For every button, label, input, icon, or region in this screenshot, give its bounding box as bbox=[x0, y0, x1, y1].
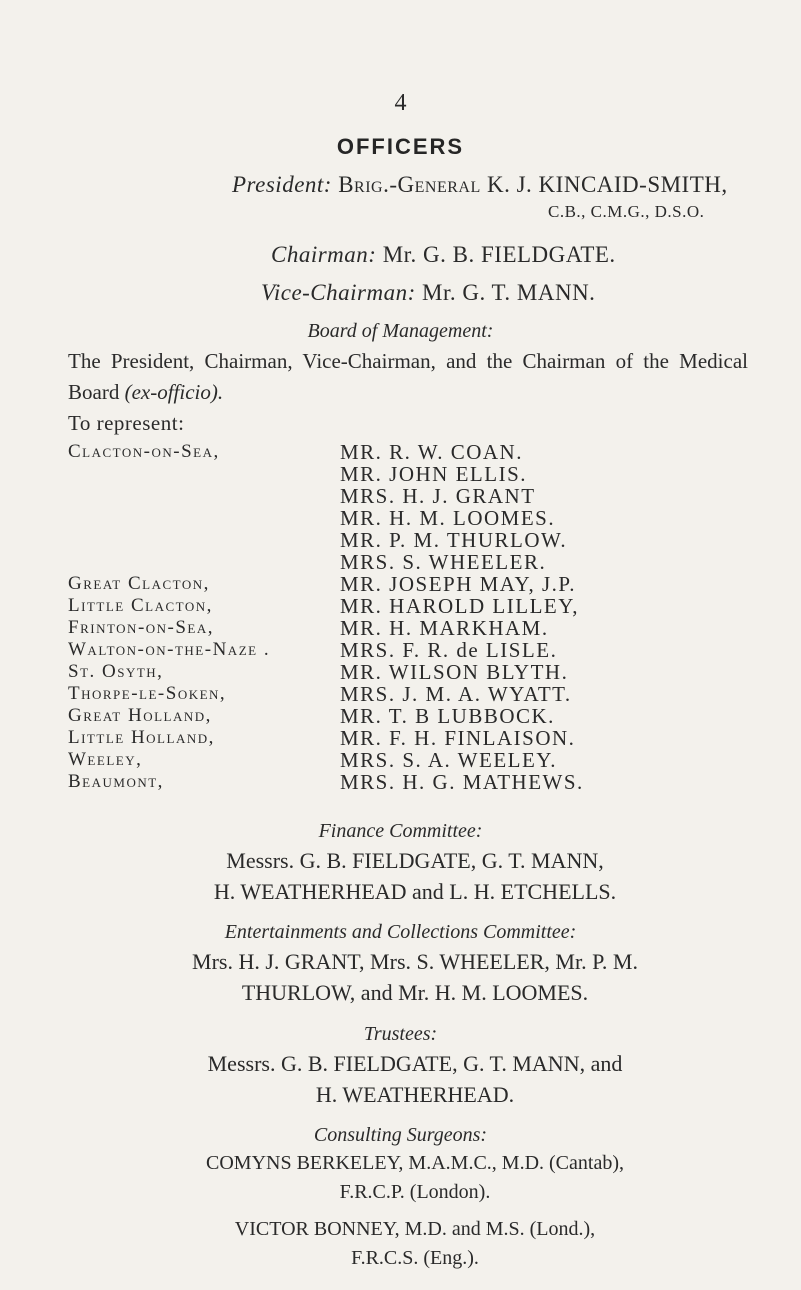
chairman-line bbox=[271, 242, 616, 268]
vice-chairman-name: Mr. G. T. MANN. bbox=[422, 280, 596, 305]
representative-name: MR. H. M. LOOMES. bbox=[340, 506, 556, 530]
entertainments-line: Mrs. H. J. GRANT, Mrs. S. WHEELER, Mr. P. M. bbox=[192, 949, 638, 974]
trustees-heading: Trustees: bbox=[363, 1023, 438, 1045]
board-heading: Board of Management: bbox=[307, 320, 494, 342]
place-item: Walton-on-the-Naze . bbox=[68, 639, 271, 660]
representative-name: MR. R. W. COAN. bbox=[340, 440, 523, 464]
page-title: OFFICERS bbox=[336, 134, 465, 159]
finance-line: H. WEATHERHEAD and L. H. ETCHELLS. bbox=[213, 879, 617, 904]
representative-name: MR. JOHN ELLIS. bbox=[340, 462, 528, 486]
representative-name: MRS. S. WHEELER. bbox=[340, 550, 547, 574]
place-item bbox=[68, 551, 270, 573]
represent-label: To represent: bbox=[68, 411, 185, 435]
president-honours: C.B., C.M.G., D.S.O. bbox=[548, 202, 705, 221]
representative-name: MR. WILSON BLYTH. bbox=[340, 660, 569, 684]
page-number: 4 bbox=[394, 90, 407, 116]
representative-name: MR. HAROLD LILLEY, bbox=[340, 594, 579, 618]
place-item: Little Clacton, bbox=[68, 595, 213, 616]
place-item: Weeley, bbox=[68, 749, 143, 770]
finance-line: Messrs. G. B. FIELDGATE, G. T. MANN, bbox=[226, 848, 604, 873]
representative-name: MR. JOSEPH MAY, J.P. bbox=[340, 572, 577, 596]
entertainments-heading: Entertainments and Collections Committee: bbox=[224, 921, 577, 943]
board-text-main: The President, Chairman, Vice-Chairman, and the Chairman of the Medical Board bbox=[68, 349, 748, 404]
president-line bbox=[232, 172, 728, 198]
representative-name: MR. T. B LUBBOCK. bbox=[340, 704, 555, 728]
place-item bbox=[68, 463, 270, 485]
president-name: K. J. KINCAID-SMITH, bbox=[487, 172, 728, 197]
entertainments-text bbox=[110, 946, 720, 1008]
place-item: Great Holland, bbox=[68, 705, 212, 726]
place-item: Beaumont, bbox=[68, 771, 164, 792]
board-text bbox=[68, 346, 748, 408]
trustees-line: H. WEATHERHEAD. bbox=[315, 1082, 515, 1107]
surgeon-line: F.R.C.P. (London). bbox=[339, 1181, 491, 1203]
place-item: Frinton-on-Sea, bbox=[68, 617, 215, 638]
president-rank: Brig.-General bbox=[338, 172, 481, 197]
place-item: Clacton-on-Sea, bbox=[68, 441, 220, 462]
representative-name: MRS. S. A. WEELEY. bbox=[340, 748, 558, 772]
surgeon-line: VICTOR BONNEY, M.D. and M.S. (Lond.), bbox=[234, 1218, 596, 1240]
names-column bbox=[340, 441, 584, 793]
place-item bbox=[68, 485, 270, 507]
finance-heading: Finance Committee: bbox=[318, 820, 483, 842]
place-item: St. Osyth, bbox=[68, 661, 164, 682]
vice-chairman-line bbox=[261, 280, 595, 306]
places-column bbox=[68, 441, 270, 793]
representative-name: MR. P. M. THURLOW. bbox=[340, 528, 568, 552]
vice-chairman-label: Vice-Chairman: bbox=[261, 280, 416, 305]
representative-name: MRS. F. R. de LISLE. bbox=[340, 638, 558, 662]
president-label: President: bbox=[232, 172, 332, 197]
representative-name: MR. F. H. FINLAISON. bbox=[340, 726, 576, 750]
chairman-label: Chairman: bbox=[271, 242, 377, 267]
entertainments-line: THURLOW, and Mr. H. M. LOOMES. bbox=[241, 980, 589, 1005]
place-item bbox=[68, 529, 270, 551]
chairman-name: Mr. G. B. FIELDGATE. bbox=[382, 242, 616, 267]
finance-text bbox=[110, 845, 720, 907]
board-text-ex-officio: (ex-officio). bbox=[124, 380, 224, 404]
trustees-line: Messrs. G. B. FIELDGATE, G. T. MANN, and bbox=[207, 1051, 623, 1076]
trustees-text bbox=[110, 1048, 720, 1110]
surgeon-line: F.R.C.S. (Eng.). bbox=[351, 1247, 479, 1269]
place-item bbox=[68, 507, 270, 529]
representative-name: MRS. H. G. MATHEWS. bbox=[340, 770, 584, 794]
surgeons-text bbox=[110, 1149, 720, 1273]
surgeon-line: COMYNS BERKELEY, M.A.M.C., M.D. (Cantab), bbox=[206, 1152, 624, 1174]
place-item: Great Clacton, bbox=[68, 573, 210, 594]
surgeons-heading: Consulting Surgeons: bbox=[313, 1124, 488, 1146]
representative-name: MRS. H. J. GRANT bbox=[340, 484, 536, 508]
place-item: Little Holland, bbox=[68, 727, 215, 748]
representative-name: MRS. J. M. A. WYATT. bbox=[340, 682, 572, 706]
representative-name: MR. H. MARKHAM. bbox=[340, 616, 549, 640]
place-item: Thorpe-le-Soken, bbox=[68, 683, 227, 704]
